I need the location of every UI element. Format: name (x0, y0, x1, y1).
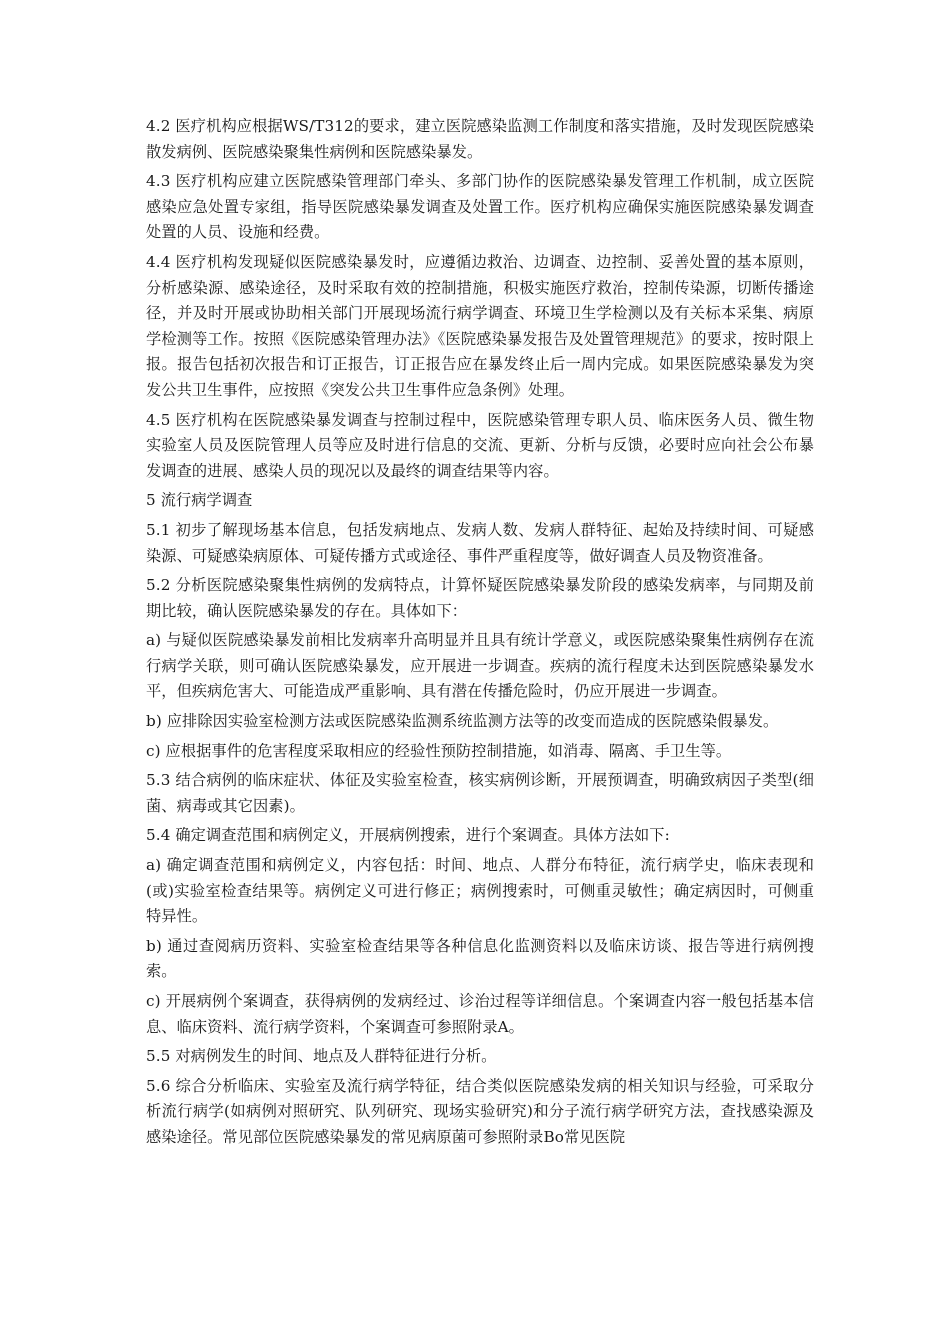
paragraph-5-4: 5.4 确定调查范围和病例定义，开展病例搜索，进行个案调查。具体方法如下: (146, 826, 670, 845)
paragraph-5-6: 5.6 综合分析临床、实验室及流行病学特征，结合类似医院感染发病的相关知识与经验，可采取分析流行病学(如病例对照研究、队列研究、现场实验研究)和分子流行病学研究方法，查找感染源及感染途径。常见部位医院感染暴发的常见病原菌可参照附录Bo常见医院 (146, 1076, 814, 1146)
list-item-5-2-b: b) 应排除因实验室检测方法或医院感染监测系统监测方法等的改变而造成的医院感染假暴发。 (146, 712, 779, 731)
paragraph-5-2: 5.2 分析医院感染聚集性病例的发病特点，计算怀疑医院感染暴发阶段的感染发病率，与同期及前期比较，确认医院感染暴发的存在。具体如下： (146, 576, 814, 620)
paragraph-4-4: 4.4 医疗机构发现疑似医院感染暴发时，应遵循边救治、边调查、边控制、妥善处置的基本原则，分析感染源、感染途径，及时采取有效的控制措施，积极实施医疗救治，控制传染源，切断传播途径，并及时开展或协助相关部门开展现场流行病学调查、环境卫生学检测以及有关标本采集、病原学检测等工作。按照《医院感染管理办法》《医院感染暴发报告及处置管理规范》的要求，按时限上报。报告包括初次报告和订正报告，订正报告应在暴发终止后一周内完成。如果医院感染暴发为突发公共卫生事件，应按照《突发公共卫生事件应急条例》处理。 (146, 252, 814, 399)
list-item-5-2-c: c) 应根据事件的危害程度采取相应的经验性预防控制措施，如消毒、隔离、手卫生等。 (146, 741, 732, 760)
paragraph-5-3: 5.3 结合病例的临床症状、体征及实验室检查，核实病例诊断，开展预调查，明确致病因子类型(细菌、病毒或其它因素)。 (146, 771, 814, 815)
paragraph-4-5: 4.5 医疗机构在医院感染暴发调查与控制过程中，医院感染管理专职人员、临床医务人员、微生物实验室人员及医院管理人员等应及时进行信息的交流、更新、分析与反馈，必要时应向社会公布暴发调查的进展、感染人员的现况以及最终的调查结果等内容。 (146, 410, 814, 480)
list-item-5-4-c: c) 开展病例个案调查，获得病例的发病经过、诊治过程等详细信息。个案调查内容一般包括基本信息、临床资料、流行病学资料，个案调查可参照附录A。 (146, 992, 814, 1036)
paragraph-4-2: 4.2 医疗机构应根据WS/T312的要求，建立医院感染监测工作制度和落实措施，及时发现医院感染散发病例、医院感染聚集性病例和医院感染暴发。 (146, 117, 814, 161)
section-heading-5: 5 流行病学调查 (146, 491, 253, 510)
list-item-5-4-b: b) 通过查阅病历资料、实验室检查结果等各种信息化监测资料以及临床访谈、报告等进行病例搜索。 (146, 936, 814, 981)
paragraph-5-5: 5.5 对病例发生的时间、地点及人群特征进行分析。 (146, 1047, 497, 1066)
list-item-5-2-a: a) 与疑似医院感染暴发前相比发病率升高明显并且具有统计学意义，或医院感染聚集性病例存在流行病学关联，则可确认医院感染暴发，应开展进一步调查。疾病的流行程度未达到医院感染暴发水平，但疾病危害大、可能造成严重影响、具有潜在传播危险时，仍应开展进一步调查。 (146, 631, 814, 701)
list-item-5-4-a: a) 确定调查范围和病例定义，内容包括：时间、地点、人群分布特征，流行病学史，临床表现和(或)实验室检查结果等。病例定义可进行修正；病例搜索时，可侧重灵敏性；确定病因时，可侧重特异性。 (146, 856, 814, 926)
paragraph-4-3: 4.3 医疗机构应建立医院感染管理部门牵头、多部门协作的医院感染暴发管理工作机制，成立医院感染应急处置专家组，指导医院感染暴发调查及处置工作。医疗机构应确保实施医院感染暴发调查处置的人员、设施和经费。 (146, 172, 814, 242)
paragraph-5-1: 5.1 初步了解现场基本信息，包括发病地点、发病人数、发病人群特征、起始及持续时间、可疑感染源、可疑感染病原体、可疑传播方式或途径、事件严重程度等，做好调查人员及物资准备。 (146, 520, 814, 565)
